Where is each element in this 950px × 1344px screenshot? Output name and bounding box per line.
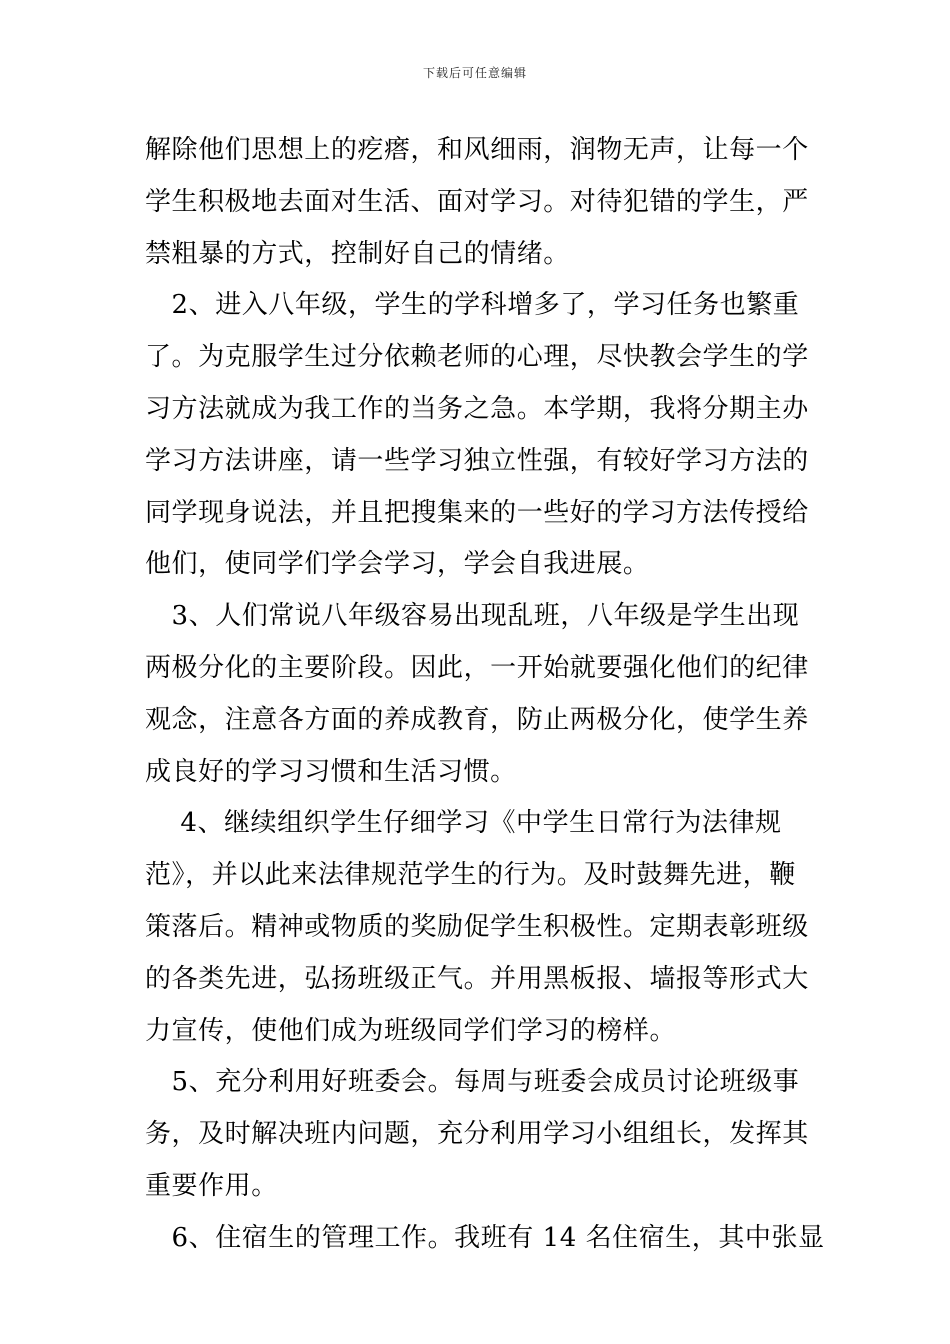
- text-line: 禁粗暴的方式，控制好自己的情绪。: [145, 238, 570, 269]
- text-line: 习方法就成为我工作的当务之急。本学期，我将分期主办: [145, 393, 809, 424]
- text-line: 学习方法讲座，请一些学习独立性强，有较好学习方法的: [145, 445, 809, 476]
- text-line: 务，及时解决班内问题，充分利用学习小组组长，发挥其: [145, 1119, 809, 1150]
- text-line: 重要作用。: [145, 1170, 278, 1201]
- header-note: 下载后可任意编辑: [422, 66, 527, 80]
- text-line: 解除他们思想上的疙瘩，和风细雨，润物无声，让每一个: [145, 135, 809, 165]
- text-line: 力宣传，使他们成为班级同学们学习的榜样。: [145, 1015, 677, 1046]
- text-line: 的各类先进，弘扬班级正气。并用黑板报、墙报等形式大: [145, 963, 809, 994]
- text-line: 6、住宿生的管理工作。我班有 14 名住宿生，其中张显: [145, 1222, 825, 1253]
- text-line: 3、人们常说八年级容易出现乱班，八年级是学生出现: [145, 601, 800, 632]
- text-line: 同学现身说法，并且把搜集来的一些好的学习方法传授给: [145, 497, 809, 528]
- text-line: 两极分化的主要阶段。因此，一开始就要强化他们的纪律: [145, 652, 809, 683]
- text-line: 成良好的学习习惯和生活习惯。: [145, 756, 517, 787]
- text-line: 范》，并以此来法律规范学生的行为。及时鼓舞先进，鞭: [145, 860, 796, 891]
- text-line: 观念，注意各方面的养成教育，防止两极分化，使学生养: [145, 704, 809, 735]
- text-line: 2、进入八年级，学生的学科增多了，学习任务也繁重: [145, 290, 800, 321]
- text-line: 4、继续组织学生仔细学习《中学生日常行为法律规: [145, 808, 782, 839]
- text-line: 5、充分利用好班委会。每周与班委会成员讨论班级事: [145, 1067, 800, 1098]
- text-line: 他们，使同学们学会学习，学会自我进展。: [145, 549, 650, 580]
- body-text: [145, 125, 825, 1265]
- text-line: 策落后。精神或物质的奖励促学生积极性。定期表彰班级: [145, 911, 809, 942]
- text-line: 了。为克服学生过分依赖老师的心理，尽快教会学生的学: [145, 342, 809, 373]
- text-line: 学生积极地去面对生活、面对学习。对待犯错的学生，严: [145, 186, 809, 217]
